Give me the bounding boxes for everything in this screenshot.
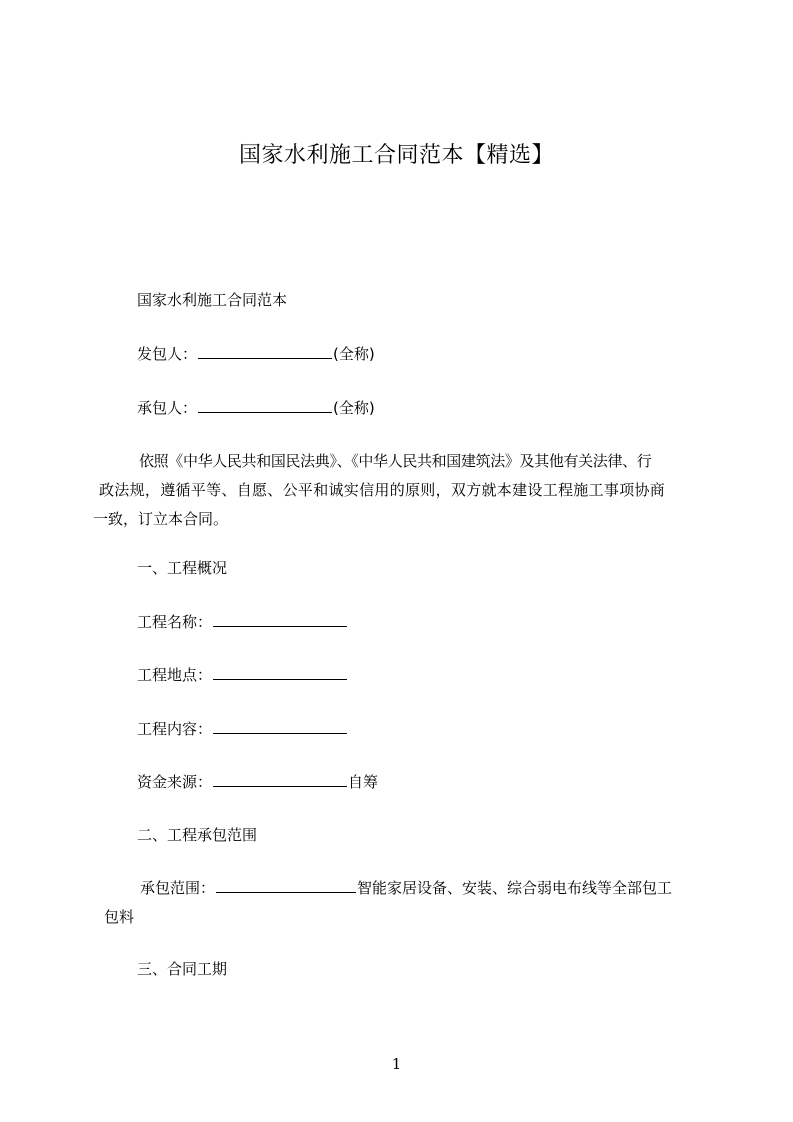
project-location-line xyxy=(137,664,348,686)
employer-blank xyxy=(198,344,332,359)
funding-source-label: 资金来源： xyxy=(137,773,213,791)
funding-source-line xyxy=(137,771,378,793)
preamble-line-2: 政法规，遵循平等、自愿、公平和诚实信用的原则，双方就本建设工程施工事项协商 xyxy=(99,481,666,499)
contractor-label: 承包人： xyxy=(137,399,198,417)
contractor-suffix: (全称) xyxy=(333,399,375,417)
funding-source-suffix: 自筹 xyxy=(348,773,379,791)
preamble-line-1: 依照《中华人民共和国民法典》、《中华人民共和国建筑法》及其他有关法律、行 xyxy=(139,452,652,470)
project-content-line xyxy=(137,718,348,740)
scope-blank xyxy=(216,878,356,893)
scope-line-1 xyxy=(104,874,704,903)
scope-label: 承包范围： xyxy=(140,879,216,897)
preamble-paragraph xyxy=(93,447,703,534)
project-location-blank xyxy=(213,665,347,680)
preamble-line-3: 一致，订立本合同。 xyxy=(93,510,229,528)
scope-line-2: 包料 xyxy=(104,908,135,926)
project-name-line xyxy=(137,611,348,633)
contract-subtitle: 国家水利施工合同范本 xyxy=(137,291,288,309)
page-number: 1 xyxy=(391,1055,402,1073)
scope-paragraph xyxy=(104,874,704,932)
contractor-blank xyxy=(198,398,332,413)
section-2-heading: 二、工程承包范围 xyxy=(137,826,258,844)
funding-source-blank xyxy=(213,772,347,787)
employer-line xyxy=(137,343,375,365)
employer-suffix: (全称) xyxy=(333,345,375,363)
scope-text: 智能家居设备、安装、综合弱电布线等全部包工 xyxy=(357,879,673,897)
contractor-line xyxy=(137,397,375,419)
project-name-blank xyxy=(213,612,347,627)
project-name-label: 工程名称： xyxy=(137,613,213,631)
section-1-heading: 一、工程概况 xyxy=(137,559,228,577)
document-title: 国家水利施工合同范本【精选】 xyxy=(238,143,554,168)
project-location-label: 工程地点： xyxy=(137,666,213,684)
project-content-blank xyxy=(213,719,347,734)
section-3-heading: 三、合同工期 xyxy=(137,960,228,978)
project-content-label: 工程内容： xyxy=(137,720,213,738)
employer-label: 发包人： xyxy=(137,345,198,363)
